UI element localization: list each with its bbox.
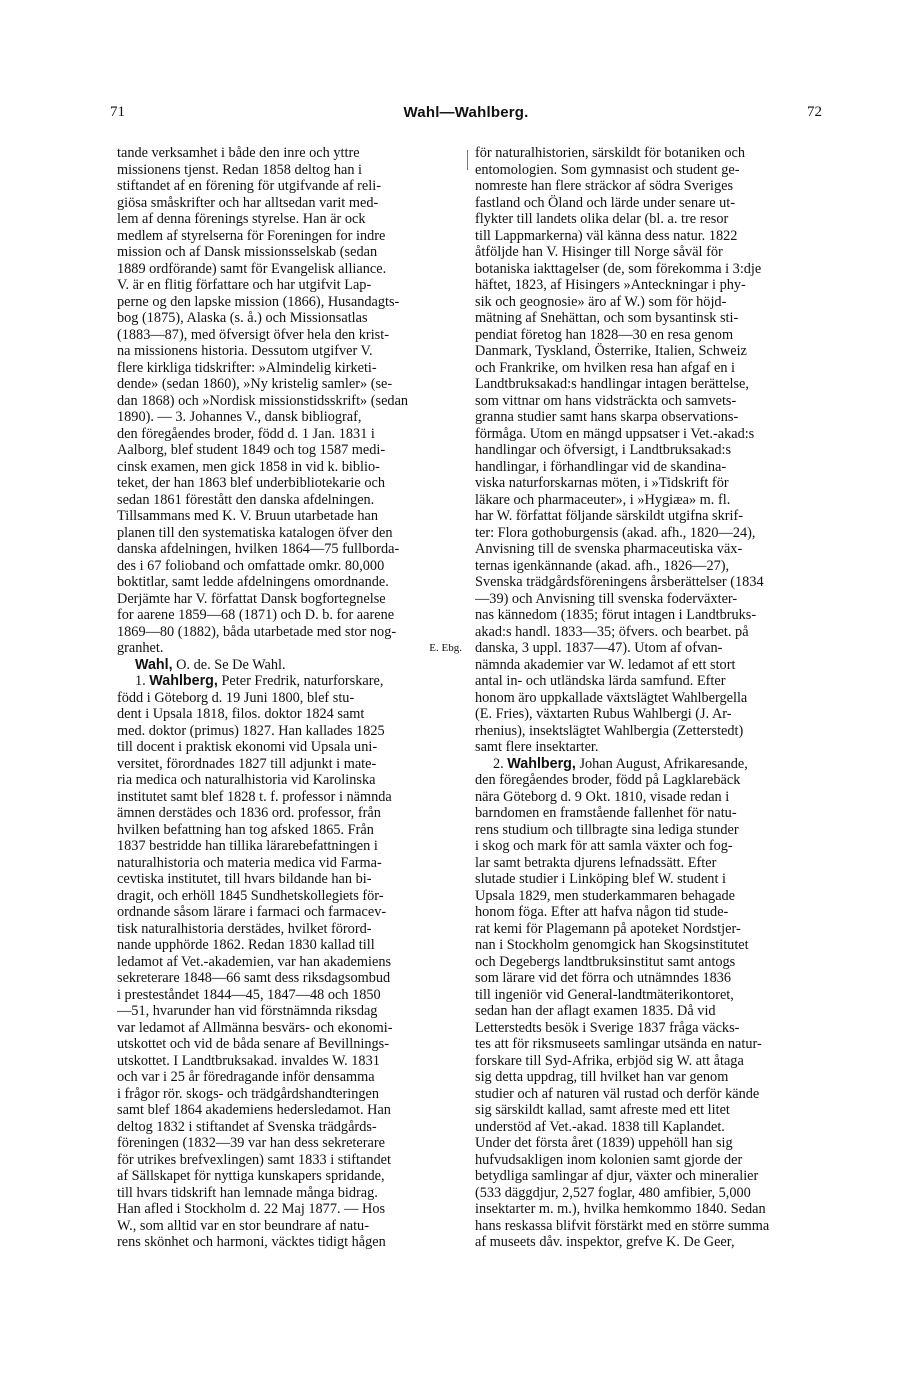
entry-1-number: 1. [135, 673, 150, 689]
text-line: till docent i praktisk ekonomi vid Upsala uni- [117, 739, 378, 755]
text-line: Aalborg, blef student 1849 och tog 1587 medi- [117, 442, 386, 458]
text-line: na missionens historia. Dessutom utgifver V. [117, 343, 373, 359]
text-line: betydliga samlingar af djur, växter och mineralier [475, 1168, 759, 1184]
entry-1-text: Peter Fredrik, naturforskare, [217, 673, 384, 689]
text-line: nomreste han flere sträckor af södra Sveriges [475, 178, 734, 194]
text-line: nämnda akademier var W. ledamot af ett stort [475, 656, 736, 673]
entry-2-text: Johan August, Afrikaresande, [575, 755, 748, 772]
text-line: barndomen en framstående fallenhet för natu- [475, 805, 737, 821]
text-line: åtföljde han V. Hisinger till Norge såväl för [475, 244, 723, 260]
entry-2-first-line [475, 756, 820, 773]
text-line: och var i 25 år föredragande inför densamma [117, 1069, 375, 1085]
text-line: dragit, och erhöll 1845 Sundhetskollegiets för- [117, 887, 384, 904]
text-line: tes att för riksmuseets samlingar utsända en natur- [475, 1036, 762, 1052]
text-line: —51, hvarunder han vid förstnämnda riksdag [117, 1003, 378, 1019]
text-line: var ledamot af Allmänna besvärs- och ekonomi- [117, 1019, 393, 1036]
text-line: honom föga. Efter att hafva någon tid stude- [475, 904, 729, 920]
text-line: utskottet och vid de båda senare af Bevillnings- [117, 1036, 389, 1052]
text-line: ledamot af Vet.-akademien, var han akademiens [117, 953, 392, 970]
text-line: läkare och pharmaceuter», i »Hygiæa» m. fl. [475, 491, 731, 508]
author-signature: E. Ebg. [429, 642, 462, 654]
page-header [110, 104, 822, 128]
right-column [475, 145, 820, 1251]
running-head: Wahl—Wahlberg. [403, 104, 529, 121]
page-number-left: 71 [110, 104, 125, 120]
text-line: planen till den systematiska katalogen öfver den [117, 524, 393, 541]
text-line: Upsala 1829, men studerkammaren behagade [475, 887, 736, 904]
text-line: ria medica och naturalhistoria vid Karolinska [117, 772, 376, 788]
text-line: mission och af Dansk missionsselskab (sedan [117, 244, 378, 260]
text-line: danska afdelningen, hvilken 1864—75 fullborda- [117, 541, 400, 557]
text-line: understöd af Vet.-akad. 1838 till Kaplandet. [475, 1118, 725, 1135]
left-column-body-2 [117, 690, 462, 1251]
text-line: till ingeniör vid General-landtmäterikontoret, [475, 986, 734, 1003]
text-line: fastland och Öland och lärde under senare ut- [475, 194, 736, 211]
text-line: utskottet. I Landtbruksakad. invaldes W. 1831 [117, 1052, 380, 1069]
right-column-body-1 [475, 145, 820, 756]
text-line: giösa småskrifter och har alltsedan varit med- [117, 194, 379, 211]
text-line: Under det första året (1839) uppehöll han sig [475, 1135, 733, 1151]
right-column-body-2 [475, 772, 820, 1251]
text-line: har W. författat följande särskildt utgifna skrif- [475, 508, 743, 524]
signature-line [117, 640, 462, 657]
text-line: insektarter m. m.), hvilka hemkommo 1840. Sedan [475, 1201, 766, 1217]
text-line: institutet samt blef 1828 t. f. professor i nämnda [117, 788, 392, 805]
text-line: medlem af styrelserna för Foreningen for indre [117, 227, 386, 244]
entry-wahl-headword: Wahl, [135, 656, 173, 673]
text-line: akad:s handl. 1833—35; öfvers. och bearbet. på [475, 623, 749, 640]
text-line: nan i Stockholm genomgick han Skogsinstitutet [475, 937, 749, 953]
text-line: (E. Fries), växtarten Rubus Wahlbergi (J. Ar- [475, 706, 732, 722]
text-line: född i Göteborg d. 19 Juni 1800, blef stu- [117, 689, 355, 706]
text-line: nära Göteborg d. 9 Okt. 1810, visade redan i [475, 788, 730, 805]
text-line: i skog och mark för att samla växter och fog- [475, 838, 733, 854]
text-line: botaniska iakttagelser (de, som förekomma i 3:dje [475, 260, 762, 277]
text-line: boktitlar, samt ledde afdelningens omordnande. [117, 574, 389, 590]
text-line: Han afled i Stockholm d. 22 Maj 1877. — Hos [117, 1201, 386, 1217]
text-line: handlingar och öfversigt, i Landtbruksakad:s [475, 442, 732, 458]
text-line: samt flere insektarter. [475, 739, 599, 755]
text-line: 1890). — 3. Johannes V., dansk bibliograf, [117, 409, 362, 425]
text-line: och Frankrike, om hvilken resa han afgaf en i [475, 359, 736, 376]
text-line: naturalhistoria och materia medica vid Farma- [117, 854, 382, 871]
text-line: hans reskassa blifvit förstärkt med en större summa [475, 1217, 770, 1234]
text-line: nande upphörde 1862. Redan 1830 kallad till [117, 937, 375, 953]
page-number-right: 72 [807, 104, 822, 120]
sign-line-text: granhet. [117, 640, 164, 656]
text-line: hufvudsakligen inom kolonien samt gjorde der [475, 1151, 743, 1168]
text-line: sig detta uppdrag, till hvilket han var genom [475, 1069, 729, 1085]
text-line: flere kirkliga tidskrifter: »Almindelig kirketi- [117, 359, 377, 376]
text-line: granna studier samt hans skarpa observations- [475, 409, 739, 425]
text-line: Danmark, Tyskland, Österrike, Italien, Schweiz [475, 343, 747, 359]
entry-wahl-text: O. de. Se De Wahl. [172, 656, 286, 673]
text-line: den föregåendes broder, född på Lagklarebäck [475, 772, 741, 788]
text-line: ter: Flora gothoburgensis (akad. afh., 1820—24), [475, 524, 756, 541]
text-line: och Degebergs landtbruksinstitut samt antogs [475, 953, 736, 970]
text-line: af Sällskapet för nyttiga kunskapers spridande, [117, 1168, 385, 1184]
text-line: for aarene 1859—68 (1871) och D. b. for aarene [117, 607, 395, 623]
text-line: (533 däggdjur, 2,527 foglar, 480 amfibier, 5,000 [475, 1184, 751, 1201]
text-line: ämnen derstädes och 1836 ord. professor, från [117, 805, 381, 821]
text-line: sekreterare 1848—66 samt dess riksdagsombud [117, 970, 391, 986]
text-line: pendiat företog han 1828—30 en resa genom [475, 326, 734, 343]
text-line: nas kännedom (1835; förut intagen i Landtbruks- [475, 607, 757, 623]
text-line: hvilken befattning han tog afsked 1865. Från [117, 821, 374, 838]
text-line: förmåga. Utom en mängd uppsatser i Vet.-akad:s [475, 425, 755, 442]
text-line: 1869—80 (1882), båda utarbetade med stor nog- [117, 623, 397, 640]
text-line: sik och geognosie» äro af W.) som för höjd- [475, 293, 727, 310]
text-line: mätning af Snehättan, och som bysantinsk sti- [475, 310, 739, 326]
text-line: rhenius), insektslägtet Wahlbergia (Zetterstedt) [475, 722, 744, 739]
column-divider [467, 150, 468, 170]
text-line: dan 1868) och »Nordisk missionstidsskrift» (sedan [117, 392, 409, 409]
text-line: V. är en flitig författare och har utgifvit Lap- [117, 277, 372, 293]
left-column [117, 145, 462, 1251]
text-line: af museets dåv. inspektor, grefve K. De Geer, [475, 1234, 735, 1250]
text-line: des i 67 folioband och omfattade omkr. 80,000 [117, 557, 385, 574]
text-line: rat kemi för Plagemann på apoteket Nordstjer- [475, 920, 741, 937]
text-line: entomologien. Som gymnasist och student ge- [475, 161, 740, 178]
text-line: som lärare vid det förra och utnämndes 1836 [475, 970, 732, 986]
text-line: rens studium och tillbragte sina lediga stunder [475, 821, 739, 838]
text-line: tisk naturalhistoria derstädes, hvilket förord- [117, 920, 372, 937]
text-line: till Lappmarkerna) väl känna dess natur. 1822 [475, 227, 738, 244]
text-line: sedan han der aflagt examen 1835. Då vid [475, 1003, 716, 1019]
text-line: honom äro uppkallade växtslägtet Wahlbergella [475, 689, 748, 706]
text-line: samt blef 1864 akademiens hedersledamot. Han [117, 1102, 391, 1118]
text-line: ordnande såsom lärare i farmaci och farmacev- [117, 904, 387, 920]
text-line: Letterstedts besök i Sverige 1837 fråga väcks- [475, 1019, 740, 1036]
text-line: lem af denna förenings styrelse. Han är ock [117, 211, 366, 227]
entry-1-headword: Wahlberg, [149, 673, 218, 689]
text-line: versitet, förordnades 1827 till adjunkt i mate- [117, 755, 377, 772]
text-line: cevtiska institutet, till hvars bildande han bi- [117, 871, 372, 887]
text-line: cinsk examen, men gick 1858 in vid k. biblio- [117, 458, 380, 475]
text-line: perne og den lapske mission (1866), Husandagts- [117, 293, 400, 310]
text-line: stiftandet af en förening för utgifvande af reli- [117, 178, 381, 194]
entry-wahl [117, 657, 462, 674]
text-line: sedan 1861 förestått den danska afdelningen. [117, 491, 375, 508]
text-line: Landtbruksakad:s handlingar intagen berättelse, [475, 376, 749, 392]
entry-1-first-line [117, 673, 462, 690]
text-line: för utrikes brefvexlingen) samt 1833 i stiftandet [117, 1151, 391, 1168]
text-line: missionens tjenst. Redan 1858 deltog han i [117, 161, 363, 178]
text-line: i frågor rör. skogs- och trädgårdshandteringen [117, 1085, 380, 1102]
text-line: danska, 3 uppl. 1837—47). Utom af ofvan- [475, 640, 723, 656]
text-line: W., som alltid var en stor beundrare af natu- [117, 1217, 369, 1234]
left-column-body-1 [117, 145, 462, 640]
text-line: Tillsammans med K. V. Bruun utarbetade han [117, 508, 379, 524]
text-line: slutade studier i Linköping blef W. student i [475, 871, 726, 887]
entry-2-headword: Wahlberg, [507, 755, 576, 772]
text-line: som vittnar om hans vidsträckta och samvets- [475, 392, 737, 409]
text-line: dent i Upsala 1818, filos. doktor 1824 samt [117, 706, 365, 722]
text-line: Derjämte har V. författat Dansk bogfortegnelse [117, 590, 386, 607]
text-line: antal in- och utländska lärda samfund. Efter [475, 673, 726, 689]
text-line: deltog 1832 i stiftandet af Svenska trädgårds- [117, 1118, 377, 1135]
text-line: den föregåendes broder, född d. 1 Jan. 1831 i [117, 425, 375, 442]
text-line: sig särskildt kallad, samt afreste med ett litet [475, 1102, 730, 1118]
text-line: forskare till Syd-Afrika, erbjöd sig W. att åtaga [475, 1052, 744, 1069]
entry-2-number: 2. [493, 755, 508, 772]
text-line: lar samt betrakta djurens lefnadssätt. Efter [475, 854, 717, 871]
text-line: för naturalhistorien, särskildt för botaniken och [475, 145, 745, 161]
text-line: tande verksamhet i både den inre och yttre [117, 145, 360, 161]
text-line: (1883—87), med öfversigt öfver hela den krist- [117, 326, 389, 343]
text-line: 1837 bestridde han tillika lärarebefattningen i [117, 838, 378, 854]
text-line: studier och af naturen väl rustad och derför kände [475, 1085, 760, 1102]
text-line: Anvisning till de svenska pharmaceutiska väx- [475, 541, 743, 557]
text-line: teket, der han 1863 blef underbibliotekarie och [117, 475, 385, 491]
text-line: bog (1875), Alaska (s. å.) och Missionsatlas [117, 310, 368, 326]
text-line: med. doktor (primus) 1827. Han kallades 1825 [117, 722, 385, 739]
text-line: ternas igenkännande (akad. afh., 1826—27), [475, 557, 730, 574]
text-line: Svenska trädgårdsföreningens årsberättelser (1834 [475, 574, 764, 590]
text-line: rens skönhet och harmoni, väcktes tidigt hågen [117, 1234, 386, 1250]
text-line: —39) och Anvisning till svenska foderväxter- [475, 590, 738, 607]
text-line: flykter till landets olika delar (bl. a. tre resor [475, 211, 729, 227]
text-line: i presteståndet 1844—45, 1847—48 och 1850 [117, 986, 381, 1003]
text-line: dende» (sedan 1860), »Ny kristelig samler» (se- [117, 376, 393, 392]
text-line: 1889 ordförande) samt för Evangelisk alliance. [117, 260, 387, 277]
text-line: föreningen (1832—39 var han dess sekreterare [117, 1135, 385, 1151]
text-line: till hvars tidskrift han lemnade många bidrag. [117, 1184, 378, 1201]
text-line: viska naturforskarnas möten, i »Tidskrift för [475, 475, 729, 491]
text-line: handlingar, i förhandlingar vid de skandina- [475, 458, 727, 475]
text-line: häftet, 1823, af Hisingers »Anteckningar i phy- [475, 277, 746, 293]
